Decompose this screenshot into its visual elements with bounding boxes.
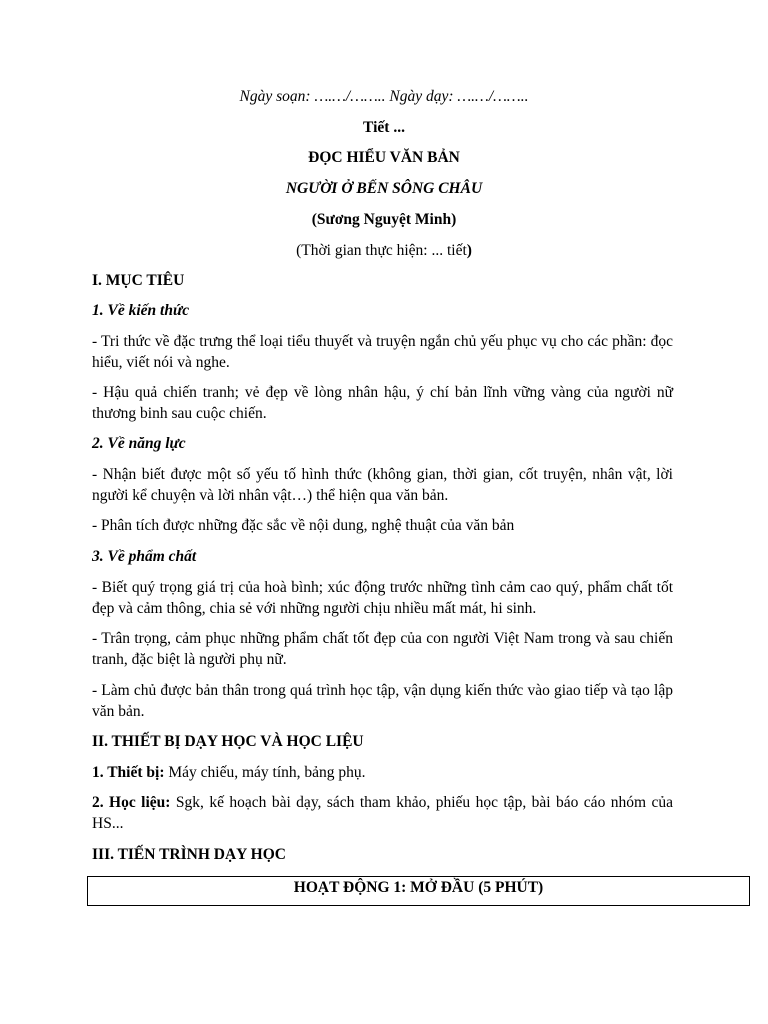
process-heading: III. TIẾN TRÌNH DẠY HỌC <box>92 846 286 863</box>
work-title: NGƯỜI Ở BẾN SÔNG CHÂU <box>285 180 483 197</box>
qualities-item-1: - Biết quý trọng giá trị của hoà bình; xúc động trước những tình cảm cao quý, phẩm chất tốt đẹp và cảm thông, chia sẻ với những người chịu nhiều mất mát, hi sinh. <box>92 579 673 617</box>
ability-item-1: - Nhận biết được một số yếu tố hình thức (không gian, thời gian, cốt truyện, nhân vật, lời người kể chuyện và lời nhân vật…) thể hiện qua văn bản. <box>92 466 673 504</box>
duration-line <box>0 240 768 261</box>
devices-label: 1. Thiết bị: <box>92 764 165 781</box>
equipment-heading: II. THIẾT BỊ DẠY HỌC VÀ HỌC LIỆU <box>92 733 364 750</box>
activity-table <box>87 876 750 906</box>
dates-line: Ngày soạn: ….…/…….. Ngày dạy: ….…/…….. <box>239 88 529 105</box>
lesson-number: Tiết ... <box>363 119 405 136</box>
activity-title: HOẠT ĐỘNG 1: MỞ ĐẦU (5 PHÚT) <box>293 879 544 896</box>
materials-text: Sgk, kế hoạch bài dạy, sách tham khảo, phiếu học tập, bài báo cáo nhóm của HS... <box>92 794 673 832</box>
qualities-heading: 3. Về phẩm chất <box>92 548 197 565</box>
qualities-item-3: - Làm chủ được bản thân trong quá trình học tập, vận dụng kiến thức vào giao tiếp và tạo lập văn bản. <box>92 682 673 720</box>
section-title: ĐỌC HIỂU VĂN BẢN <box>308 149 460 166</box>
qualities-item-2: - Trân trọng, cảm phục những phẩm chất tốt đẹp của con người Việt Nam trong và sau chiến tranh, đặc biệt là người phụ nữ. <box>92 630 673 668</box>
knowledge-heading: 1. Về kiến thức <box>92 302 190 319</box>
ability-heading: 2. Về năng lực <box>92 435 186 452</box>
author-name: (Sương Nguyệt Minh) <box>311 211 457 228</box>
duration-text: (Thời gian thực hiện: ... tiết <box>296 242 467 259</box>
devices-text: Máy chiếu, máy tính, bảng phụ. <box>164 764 366 781</box>
objectives-heading: I. MỤC TIÊU <box>92 272 185 289</box>
materials-line <box>92 792 673 834</box>
duration-close: ) <box>466 242 472 259</box>
devices-line <box>92 762 673 783</box>
knowledge-item-1: - Tri thức về đặc trưng thể loại tiểu thuyết và truyện ngắn chủ yếu phục vụ cho các phần: đọc hiểu, viết nói và nghe. <box>92 333 673 371</box>
materials-label: 2. Học liệu: <box>92 794 171 811</box>
knowledge-item-2: - Hậu quả chiến tranh; vẻ đẹp về lòng nhân hậu, ý chí bản lĩnh vững vàng của người nữ thương binh sau cuộc chiến. <box>92 384 673 422</box>
ability-item-2: - Phân tích được những đặc sắc về nội dung, nghệ thuật của văn bản <box>92 517 515 534</box>
